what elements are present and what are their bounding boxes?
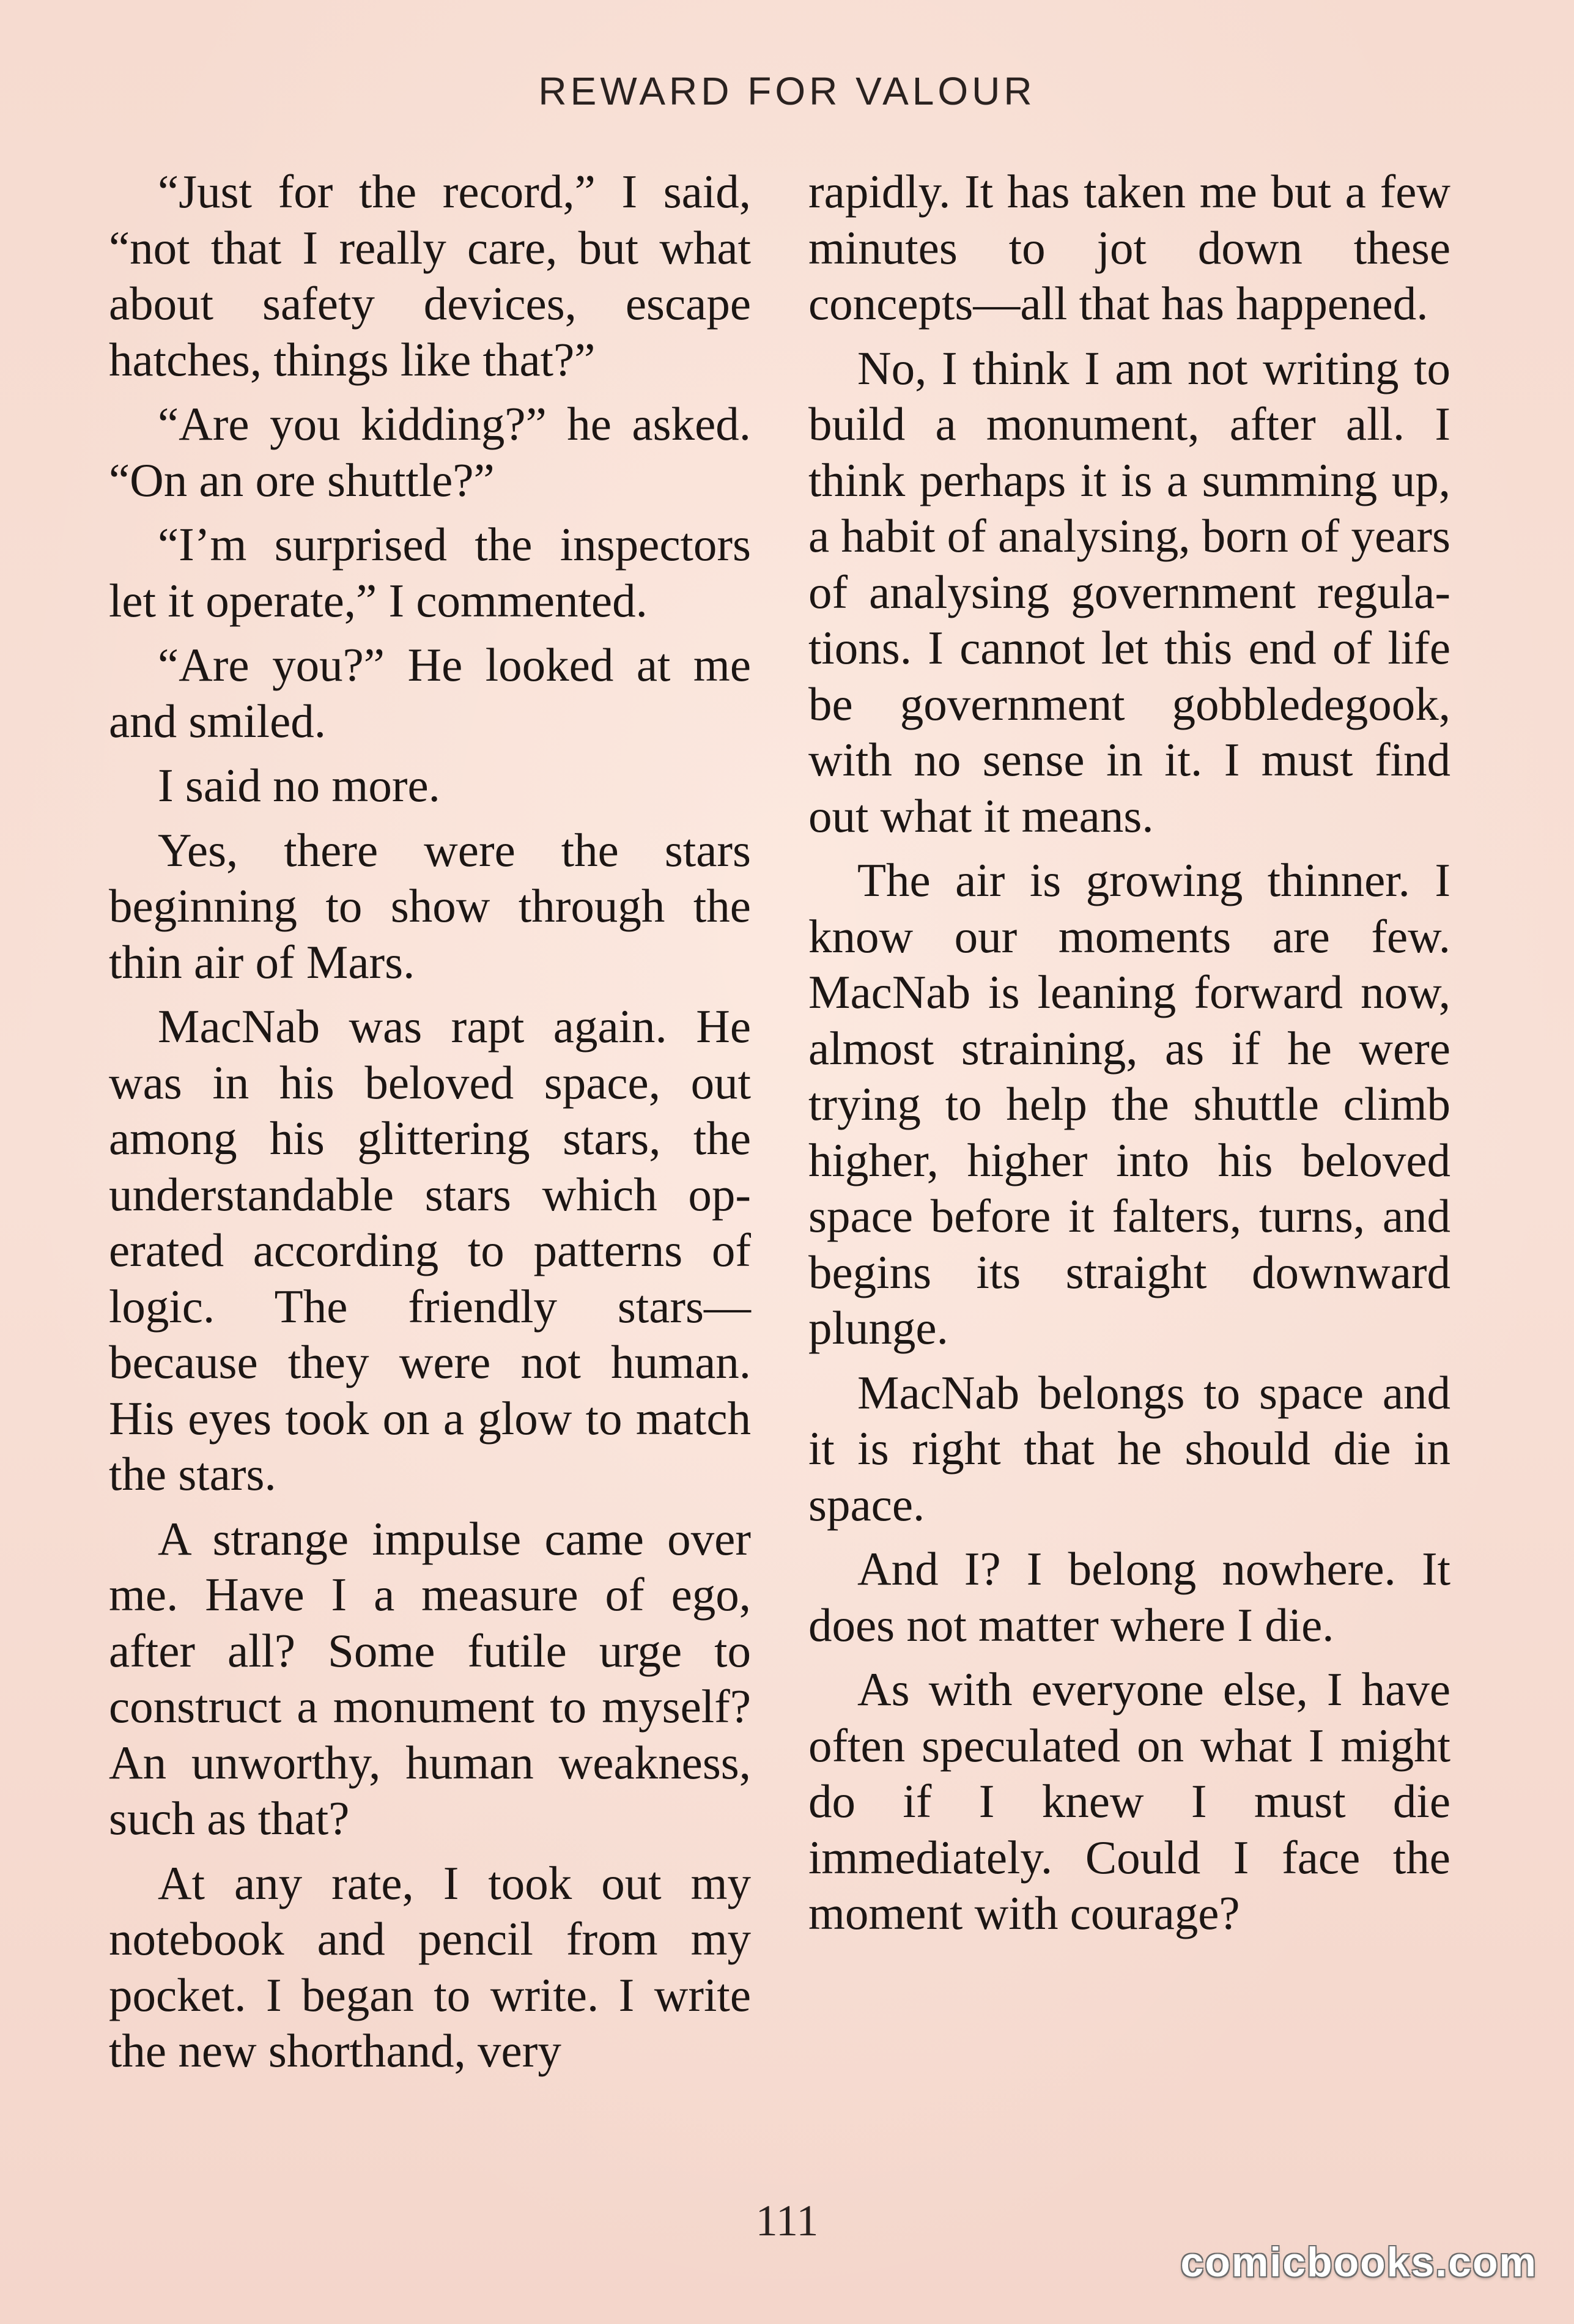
left-column bbox=[109, 164, 751, 2088]
running-title: REWARD FOR VALOUR bbox=[538, 69, 1036, 113]
paragraph: Yes, there were the stars beginning to show through the thin air of Mars. bbox=[109, 823, 751, 988]
paragraph: At any rate, I took out my notebook and pencil from my pocket. I began to write. I write the new shorthand, very bbox=[109, 1856, 751, 2077]
paragraph: As with everyone else, I have often speculated on what I might do if I knew I must die immediately. Could I face the moment with courage? bbox=[808, 1663, 1450, 1939]
paragraph: “Just for the record,” I said, “not that I really care, but what about safety devices, escape hatches, things like that?” bbox=[109, 165, 751, 386]
paragraph: I said no more. bbox=[158, 759, 440, 812]
paragraph: A strange impulse came over me. Have I a measure of ego, after all? Some futile urge to construct a monument to myself? An unworthy, human weakness, such as that? bbox=[109, 1512, 751, 1845]
paragraph: The air is growing thinner. I know our moments are few. MacNab is leaning forward now, almost straining, as if he were trying to help the shuttle climb higher, higher into his beloved space before it falters, turns, and begins its straight downward plunge. bbox=[808, 854, 1450, 1354]
paragraph: “I’m surprised the inspectors let it operate,” I commented. bbox=[109, 518, 751, 627]
paragraph: MacNab was rapt again. He was in his beloved space, out among his glittering stars, the understandable stars which operated according to patterns of logic. The friendly stars—because they were not human. His eyes took on a glow to match the stars. bbox=[109, 1000, 751, 1500]
paragraph: And I? I belong nowhere. It does not matter where I die. bbox=[808, 1542, 1450, 1651]
page-number: 111 bbox=[755, 2196, 819, 2245]
paragraph-continued: rapidly. It has taken me but a few minutes to jot down these concepts—all that has happened. bbox=[808, 165, 1450, 330]
paragraph: “Are you?” He looked at me and smiled. bbox=[109, 638, 751, 747]
right-column bbox=[808, 164, 1450, 1950]
paragraph: MacNab belongs to space and it is right that he should die in space. bbox=[808, 1366, 1450, 1531]
watermark-logo: comicbooks.com bbox=[1180, 2239, 1537, 2285]
paragraph: No, I think I am not writing to build a monument, after all. I think perhaps it is a summing up, a habit of analysing, born of years of analysing government regulations. I cannot let this end of life be government gobbledegook, with no sense in it. I must find out what it means. bbox=[808, 341, 1450, 842]
paragraph: “Are you kidding?” he asked. “On an ore shuttle?” bbox=[109, 398, 751, 506]
